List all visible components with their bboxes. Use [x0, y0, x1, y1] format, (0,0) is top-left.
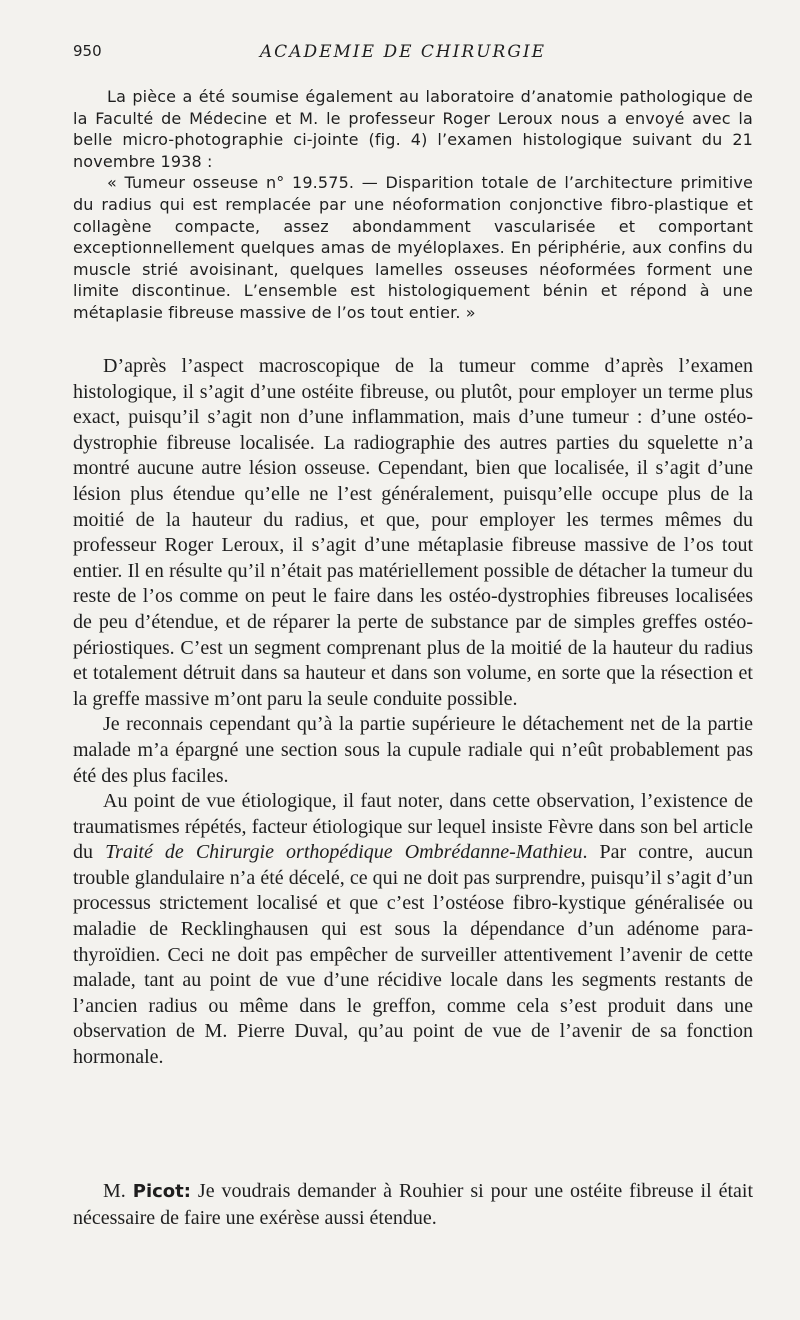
histology-report-block	[73, 86, 753, 324]
cited-work-title: Traité de Chirurgie orthopédique Ombrédanne-Mathieu	[105, 841, 583, 864]
speaker-name: Picot	[132, 1181, 184, 1202]
discussion-text: Je voudrais demander à Rouhier si pour une ostéite fibreuse il était nécessaire de faire une exérèse aussi étendue.	[73, 1180, 754, 1229]
main-text-block	[73, 354, 753, 1071]
speaker-colon: :	[183, 1181, 191, 1202]
etiology-text-end: . Par contre, aucun trouble glandulaire n’a été décelé, ce qui ne doit pas surprendre, puisqu’il s’agit d’un processus strictement localisé et que c’est l’ostéose fibro-kystique généralisée ou maladie de Recklinghausen qui est sous la dépendance d’un adénome para-thyroïdien. Ceci ne doit pas empêcher de surveiller attentivement l’avenir de cette malade, tant au point de vue d’une récidive locale dans les segments restants de l’ancien radius ou même dans le greffon, comme cela s’est produit dans une observation de M. Pierre Duval, qu’au point de vue de l’avenir de sa fonction hormonale.	[73, 841, 753, 1069]
speaker-title: M.	[103, 1180, 126, 1202]
discussion-paragraph	[73, 1178, 753, 1231]
running-title: ACADEMIE DE CHIRURGIE	[259, 42, 547, 62]
etiology-text-start: Au point de vue étiologique, il faut noter, dans cette observation, l’existence de traumatismes répétés, facteur étiologique sur lequel insiste Fèvre dans son bel article du	[73, 790, 753, 864]
surgery-note-paragraph: Je reconnais cependant qu’à la partie supérieure le détachement net de la partie malade m’a épargné une section sous la cupule radiale qui n’eût probablement pas été des plus faciles.	[73, 713, 753, 787]
discussion-block	[73, 1178, 753, 1231]
etiology-paragraph	[73, 789, 753, 1071]
report-intro-paragraph: La pièce a été soumise également au laboratoire d’anatomie pathologique de la Faculté de Médecine et M. le professeur Roger Leroux nous a envoyé avec la belle micro-photographie ci-jointe (fig. 4) l’examen histologique suivant du 21 novembre 1938 :	[73, 87, 753, 171]
report-quote-paragraph: « Tumeur osseuse n° 19.575. — Disparition totale de l’architecture primitive du radius qui est remplacée par une néoformation conjonctive fibro-plastique et collagène compacte, assez abondamment vascularisée et comportant exceptionnellement quelques amas de myéloplaxes. En périphérie, aux confins du muscle strié avoisinant, quelques lamelles osseuses néoformées forment une limite discontinue. L’ensemble est histologiquement bénin et répond à une métaplasie fibreuse massive de l’os tout entier. »	[73, 173, 753, 322]
page-number: 950	[73, 42, 102, 60]
page-header	[73, 42, 733, 64]
diagnosis-paragraph: D’après l’aspect macroscopique de la tumeur comme d’après l’examen histologique, il s’agit d’une ostéite fibreuse, ou plutôt, pour employer un terme plus exact, puisqu’il s’agit non d’une inflammation, mais d’une tumeur : d’une ostéo-dystrophie fibreuse localisée. La radiographie des autres parties du squelette n’a montré aucune autre lésion osseuse. Cependant, bien que localisée, il s’agit d’une lésion plus étendue qu’elle ne l’est généralement, puisqu’elle occupe plus de la moitié de la hauteur du radius, et que, pour employer les termes mêmes du professeur Roger Leroux, il s’agit d’une métaplasie fibreuse massive de l’os tout entier. Il en résulte qu’il n’était pas matériellement possible de détacher la tumeur du reste de l’os comme on peut le faire dans les ostéo-dystrophies fibreuses localisées de peu d’étendue, et de réparer la perte de substance par de simples greffes ostéo-périostiques. C’est un segment comprenant plus de la moitié de la hauteur du radius et totalement détruit dans sa hauteur et dans son volume, en sorte que la résection et la greffe massive m’ont paru la seule conduite possible.	[73, 355, 753, 710]
